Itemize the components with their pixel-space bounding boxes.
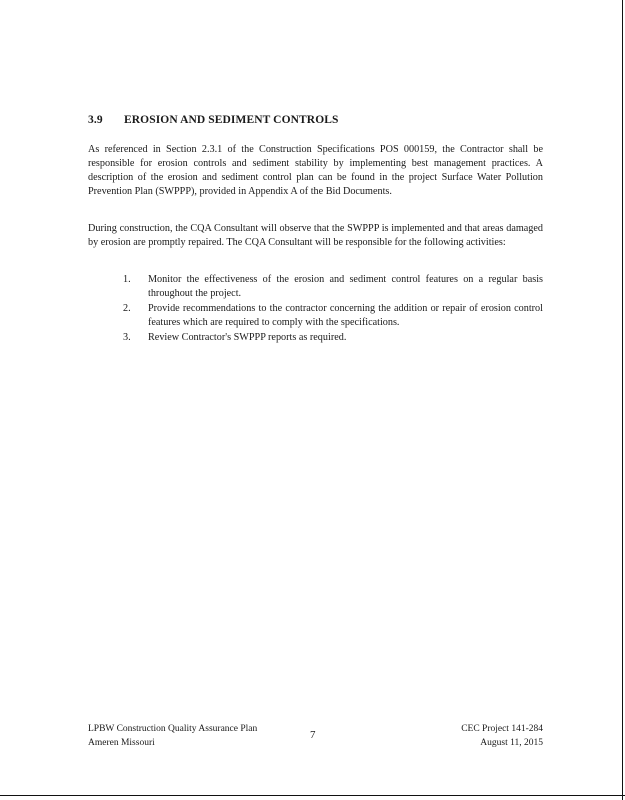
- list-item-text: Monitor the effectiveness of the erosion and sediment control features on a regular basis throughout the project.: [148, 274, 543, 299]
- list-item: [88, 302, 543, 330]
- section-number: 3.9: [88, 114, 103, 126]
- list-item: [88, 273, 543, 301]
- section-heading: [88, 114, 558, 126]
- footer-left: [88, 722, 257, 750]
- paragraph-intro: As referenced in Section 2.3.1 of the Construction Specifications POS 000159, the Contractor shall be responsible for erosion controls and sediment stability by implementing best management practices. A description of the erosion and sediment control plan can be found in the project Surface Water Pollution Prevention Plan (SWPPP), provided in Appendix A of the Bid Documents.: [88, 144, 543, 197]
- page-edge-bottom: [0, 795, 625, 796]
- footer-document-title: LPBW Construction Quality Assurance Plan: [88, 724, 258, 734]
- list-item-number: 1.: [123, 274, 131, 285]
- page-edge-right: [622, 0, 623, 800]
- footer-project-number: CEC Project 141-284: [461, 724, 543, 734]
- footer-client: Ameren Missouri: [88, 738, 155, 748]
- list-item-text: Provide recommendations to the contractor concerning the addition or repair of erosion control features which are required to comply with the specifications.: [148, 303, 543, 328]
- footer-date: August 11, 2015: [480, 738, 543, 748]
- section-title: EROSION AND SEDIMENT CONTROLS: [123, 114, 339, 126]
- activities-list: [88, 273, 543, 346]
- list-item-text: Review Contractor's SWPPP reports as required.: [148, 332, 347, 343]
- list-item-number: 2.: [123, 303, 131, 314]
- paragraph-construction: During construction, the CQA Consultant will observe that the SWPPP is implemented and that areas damaged by erosion are promptly repaired. The CQA Consultant will be responsible for the following activities:: [88, 223, 543, 248]
- page-number: 7: [310, 729, 316, 741]
- list-item: [88, 331, 543, 345]
- list-item-number: 3.: [123, 332, 131, 343]
- footer-right: [461, 722, 543, 750]
